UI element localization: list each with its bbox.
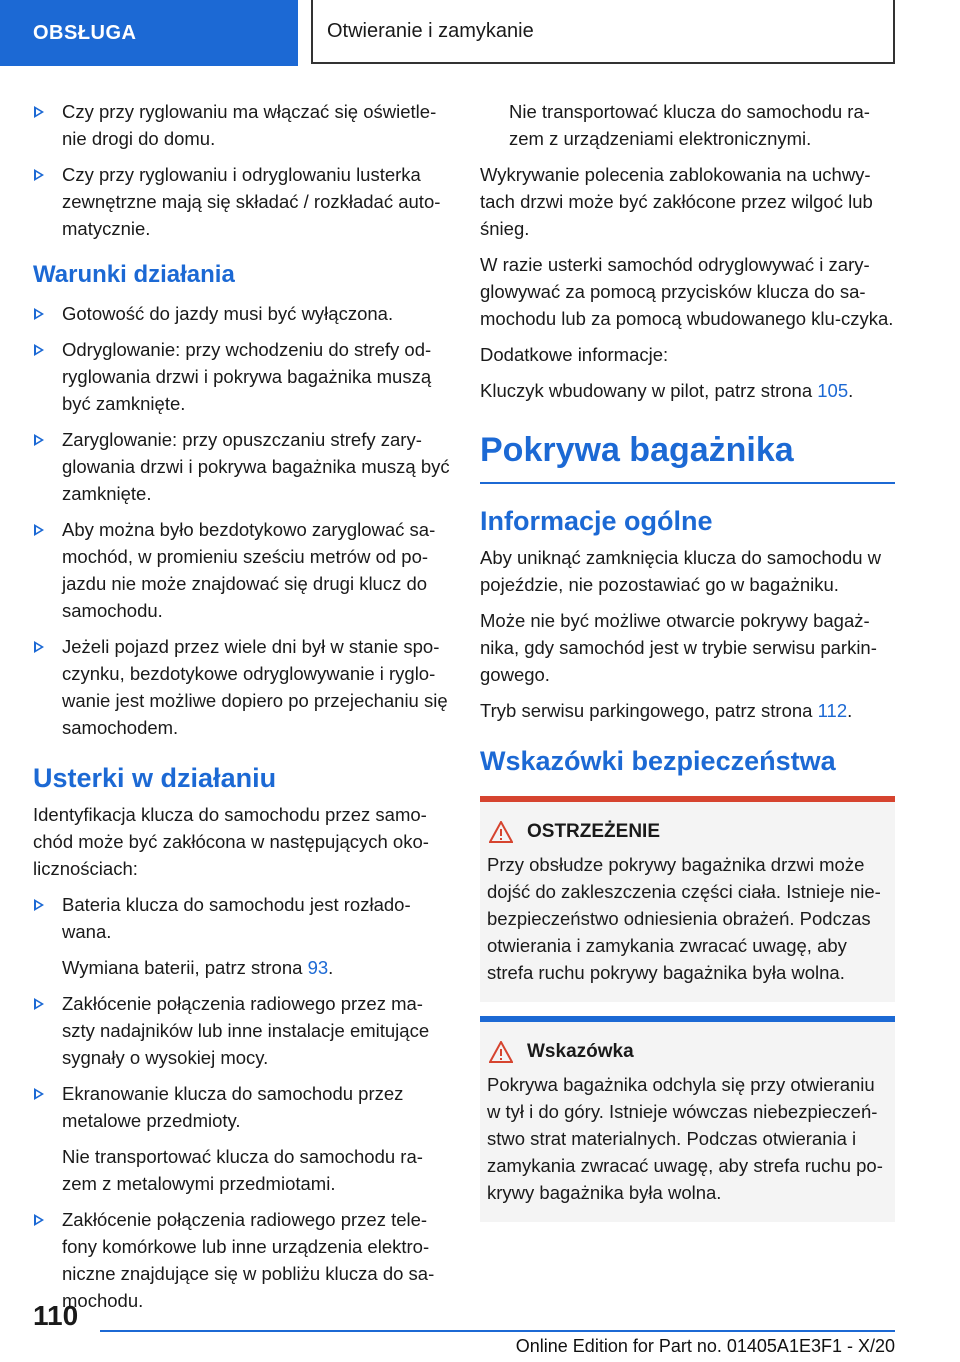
paragraph: Identyfikacja klucza do samochodu przez samo-chód może być zakłócona w następujących oko-licznościach: [33, 804, 429, 879]
warning-text: Przy obsłudze pokrywy bagażnika drzwi może dojść do zakleszczenia części ciała. Istnieje nie-bezpieczeństwo odniesienia obrażeń. Podczas otwierania i zamykania zwracać uwagę, aby strefa ruchu pokrywy bagażnika była wolna. [487, 854, 881, 983]
list-item-text: Aby można było bezdotykowo zaryglować sa-mochód, w promieniu sześciu metrów od po-jazdu nie może znajdować się drugi klucz do samochodu. [62, 519, 436, 621]
list-subtext-continued: Nie transportować klucza do samochodu ra-zem z urządzeniami elektronicznymi. [509, 101, 870, 149]
subheading-warunki: Warunki działania [33, 261, 235, 288]
bullet-triangle-icon [34, 899, 44, 911]
list-item-text: Czy przy ryglowaniu i odryglowaniu lusterka zewnętrzne mają się składać / rozkładać auto-matycznie. [62, 164, 441, 239]
list-item [33, 300, 453, 327]
list-item [33, 633, 453, 741]
bullet-triangle-icon [34, 434, 44, 446]
list-item-text: Czy przy ryglowaniu ma włączać się oświetle-nie drogi do domu. [62, 101, 437, 149]
chapter-heading-pokrywa: Pokrywa bagażnika [480, 428, 895, 484]
note-text: Pokrywa bagażnika odchyla się przy otwieraniu w tył i do góry. Istnieje wówczas niebezpieczeń-stwo strat materialnych. Podczas otwierania i zamykania zwracać uwagę, aby strefa ruchu po-krywy bagażnika była wolna. [487, 1074, 883, 1203]
paragraph: W razie usterki samochód odryglowywać i zary-glowywać za pomocą przycisków klucza do sa-mochodu lub za pomocą wbudowanego klu-czyka. [480, 254, 894, 329]
warning-title: OSTRZEŻENIE [487, 818, 887, 845]
paragraph: Może nie być możliwe otwarcie pokrywy bagaż-nika, gdy samochód jest w trybie serwisu parkin-gowego. [480, 610, 877, 685]
paragraph: Tryb serwisu parkingowego, patrz strona 112. [480, 700, 853, 721]
bullet-triangle-icon [34, 308, 44, 320]
list-item [33, 336, 453, 417]
heading-informacje: Informacje ogólne [480, 506, 713, 536]
note-box [480, 1016, 895, 1222]
list-item [33, 1206, 453, 1314]
right-column [480, 98, 895, 1222]
list-item-text: Gotowość do jazdy musi być wyłączona. [62, 303, 394, 324]
list-item-text: Ekranowanie klucza do samochodu przez metalowe przedmioty. [62, 1083, 404, 1131]
bullet-triangle-icon [34, 169, 44, 181]
list-item [33, 161, 453, 242]
bullet-triangle-icon [34, 1214, 44, 1226]
left-column [33, 98, 453, 1323]
list-item [33, 516, 453, 624]
list-item [33, 426, 453, 507]
list-subtext: Wymiana baterii, patrz strona 93. [62, 957, 334, 978]
page-header [0, 0, 960, 66]
list-item [33, 98, 453, 152]
list-item-text: Bateria klucza do samochodu jest rozłado-wana. [62, 894, 411, 942]
paragraph: Dodatkowe informacje: [480, 344, 669, 365]
bullet-triangle-icon [34, 106, 44, 118]
paragraph: Aby uniknąć zamknięcia klucza do samochodu w pojeździe, nie pozostawiać go w bagażniku. [480, 547, 882, 595]
bullet-triangle-icon [34, 998, 44, 1010]
page-link-105[interactable]: 105 [817, 380, 849, 401]
list-item-text: Zakłócenie połączenia radiowego przez ma-szty nadajników lub inne instalacje emitujące sygnały o wysokiej mocy. [62, 993, 430, 1068]
heading-usterki: Usterki w działaniu [33, 763, 277, 793]
paragraph: Kluczyk wbudowany w pilot, patrz strona 105. [480, 380, 854, 401]
section-tab: OBSŁUGA [0, 0, 298, 66]
chapter-title: Otwieranie i zamykanie [311, 0, 895, 64]
list-item [33, 891, 453, 945]
list-item [33, 1080, 453, 1134]
edition-note: Online Edition for Part no. 01405A1E3F1 - X/20 [515, 1336, 895, 1356]
bullet-triangle-icon [34, 641, 44, 653]
page-link-93[interactable]: 93 [307, 957, 329, 978]
page-number: 110 [33, 1300, 79, 1331]
heading-wskazowki: Wskazówki bezpieczeństwa [480, 746, 836, 776]
bullet-triangle-icon [34, 344, 44, 356]
bullet-triangle-icon [34, 1088, 44, 1100]
list-item-text: Odryglowanie: przy wchodzeniu do strefy od-ryglowania drzwi i pokrywa bagażnika muszą być zamknięte. [62, 339, 432, 414]
warning-triangle-icon [489, 1041, 513, 1063]
warning-triangle-icon [489, 821, 513, 843]
list-item-text: Zaryglowanie: przy opuszczaniu strefy zary-glowania drzwi i pokrywa bagażnika muszą być zamknięte. [62, 429, 450, 504]
paragraph: Wykrywanie polecenia zablokowania na uchwy-tach drzwi może być zakłócone przez wilgoć lub śnieg. [480, 164, 873, 239]
list-item-text: Jeżeli pojazd przez wiele dni był w stanie spo-czynku, bezdotykowe odryglowywanie i ryglo-wanie jest możliwe dopiero po przejechaniu się samochodem. [62, 636, 448, 738]
footer-divider [100, 1330, 895, 1332]
page-link-112[interactable]: 112 [817, 700, 848, 721]
note-title: Wskazówka [487, 1038, 887, 1065]
warning-box [480, 796, 895, 1002]
list-item-text: Zakłócenie połączenia radiowego przez tele-fony komórkowe lub inne urządzenia elektro-niczne znajdujące się w pobliżu klucza do sa-mochodu. [62, 1209, 435, 1311]
list-item [33, 990, 453, 1071]
bullet-triangle-icon [34, 524, 44, 536]
list-subtext: Nie transportować klucza do samochodu ra-zem z metalowymi przedmiotami. [62, 1146, 423, 1194]
